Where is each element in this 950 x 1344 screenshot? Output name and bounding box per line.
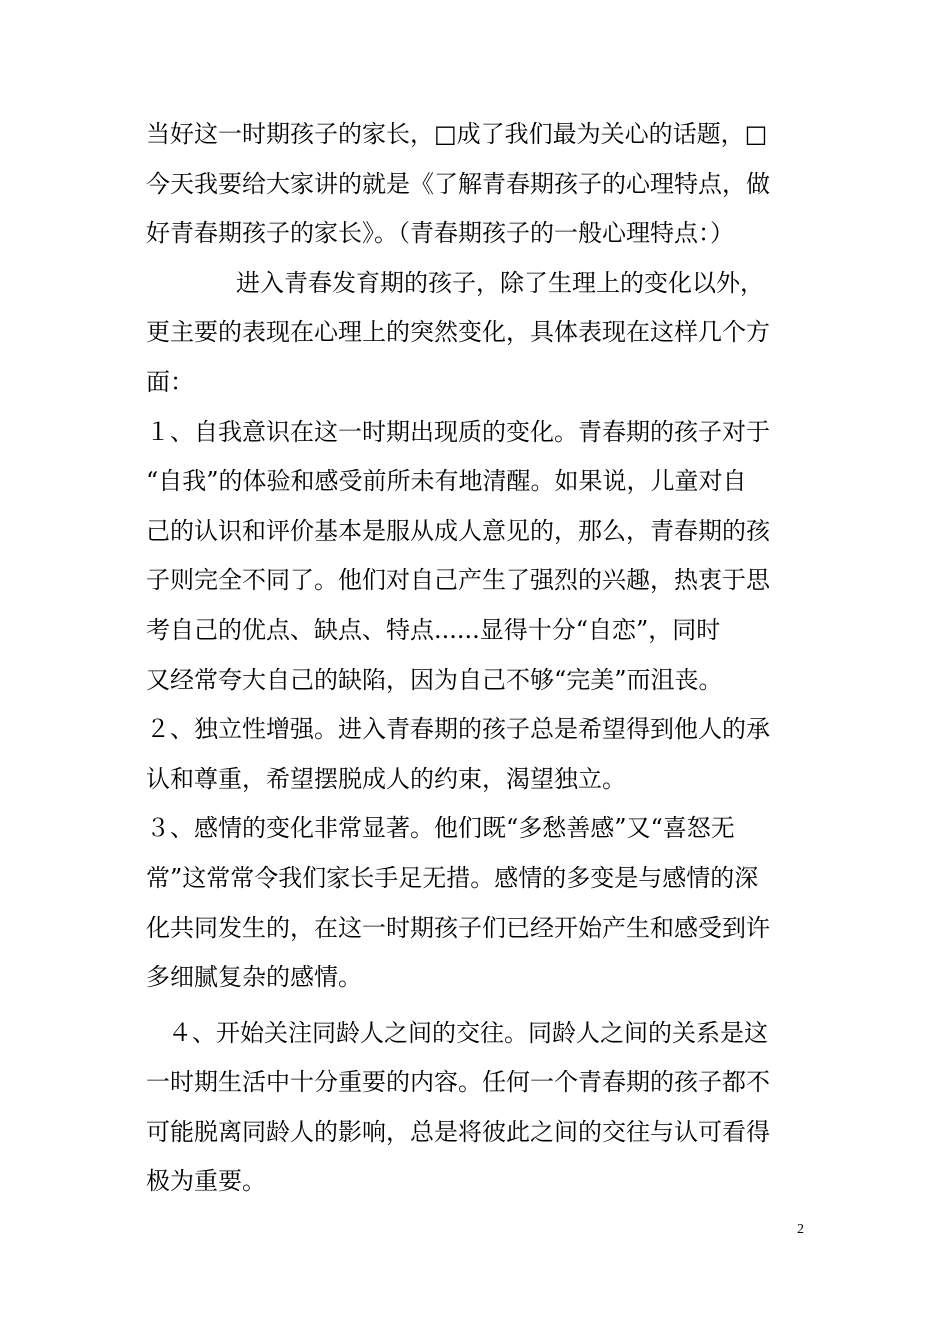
text-line: ４、开始关注同龄人之间的交往。同龄人之间的关系是这 — [168, 1018, 768, 1047]
text-line: ２、独立性增强。进入青春期的孩子总是希望得到他人的承 — [146, 715, 770, 744]
text-line: “自我”的体验和感受前所未有地清醒。如果说，儿童对自 — [146, 467, 747, 496]
text-line: 好青春期孩子的家长》。（青春期孩子的一般心理特点：） — [146, 219, 734, 248]
text-line: 一时期生活中十分重要的内容。任何一个青春期的孩子都不 — [146, 1068, 770, 1097]
body-text — [146, 110, 808, 1207]
text-line: 极为重要。 — [146, 1167, 266, 1196]
text-line: 考自己的优点、缺点、特点......显得十分“自恋”，同时 — [146, 615, 721, 644]
text-line: 化共同发生的，在这一时期孩子们已经开始产生和感受到许 — [146, 913, 770, 942]
text-line: 常”这常常令我们家长手足无措。感情的多变是与感情的深 — [146, 863, 759, 892]
text-line: 多细腻复杂的感情。 — [146, 963, 362, 992]
text-line: 面： — [146, 367, 194, 396]
text-line: １、自我意识在这一时期出现质的变化。青春期的孩子对于 — [146, 417, 770, 446]
text-line: 今天我要给大家讲的就是《了解青春期孩子的心理特点，做 — [146, 169, 770, 198]
text-line: 己的认识和评价基本是服从成人意见的，那么，青春期的孩 — [146, 516, 770, 545]
text-line: 可能脱离同龄人的影响，总是将彼此之间的交往与认可看得 — [146, 1117, 770, 1146]
text-line: 进入青春发育期的孩子，除了生理上的变化以外， — [236, 268, 764, 297]
text-line: 当好这一时期孩子的家长，□成了我们最为关心的话题，□ — [146, 120, 768, 148]
text-line: 更主要的表现在心理上的突然变化，具体表现在这样几个方 — [146, 318, 770, 347]
text-line: 认和尊重，希望摆脱成人的约束，渴望独立。 — [146, 764, 626, 793]
text-line: 子则完全不同了。他们对自己产生了强烈的兴趣，热衷于思 — [146, 566, 770, 595]
text-line: ３、感情的变化非常显著。他们既“多愁善感”又“喜怒无 — [146, 814, 735, 843]
text-line: 又经常夸大自己的缺陷，因为自己不够“完美”而沮丧。 — [146, 665, 723, 694]
page-number: 2 — [797, 1222, 804, 1237]
